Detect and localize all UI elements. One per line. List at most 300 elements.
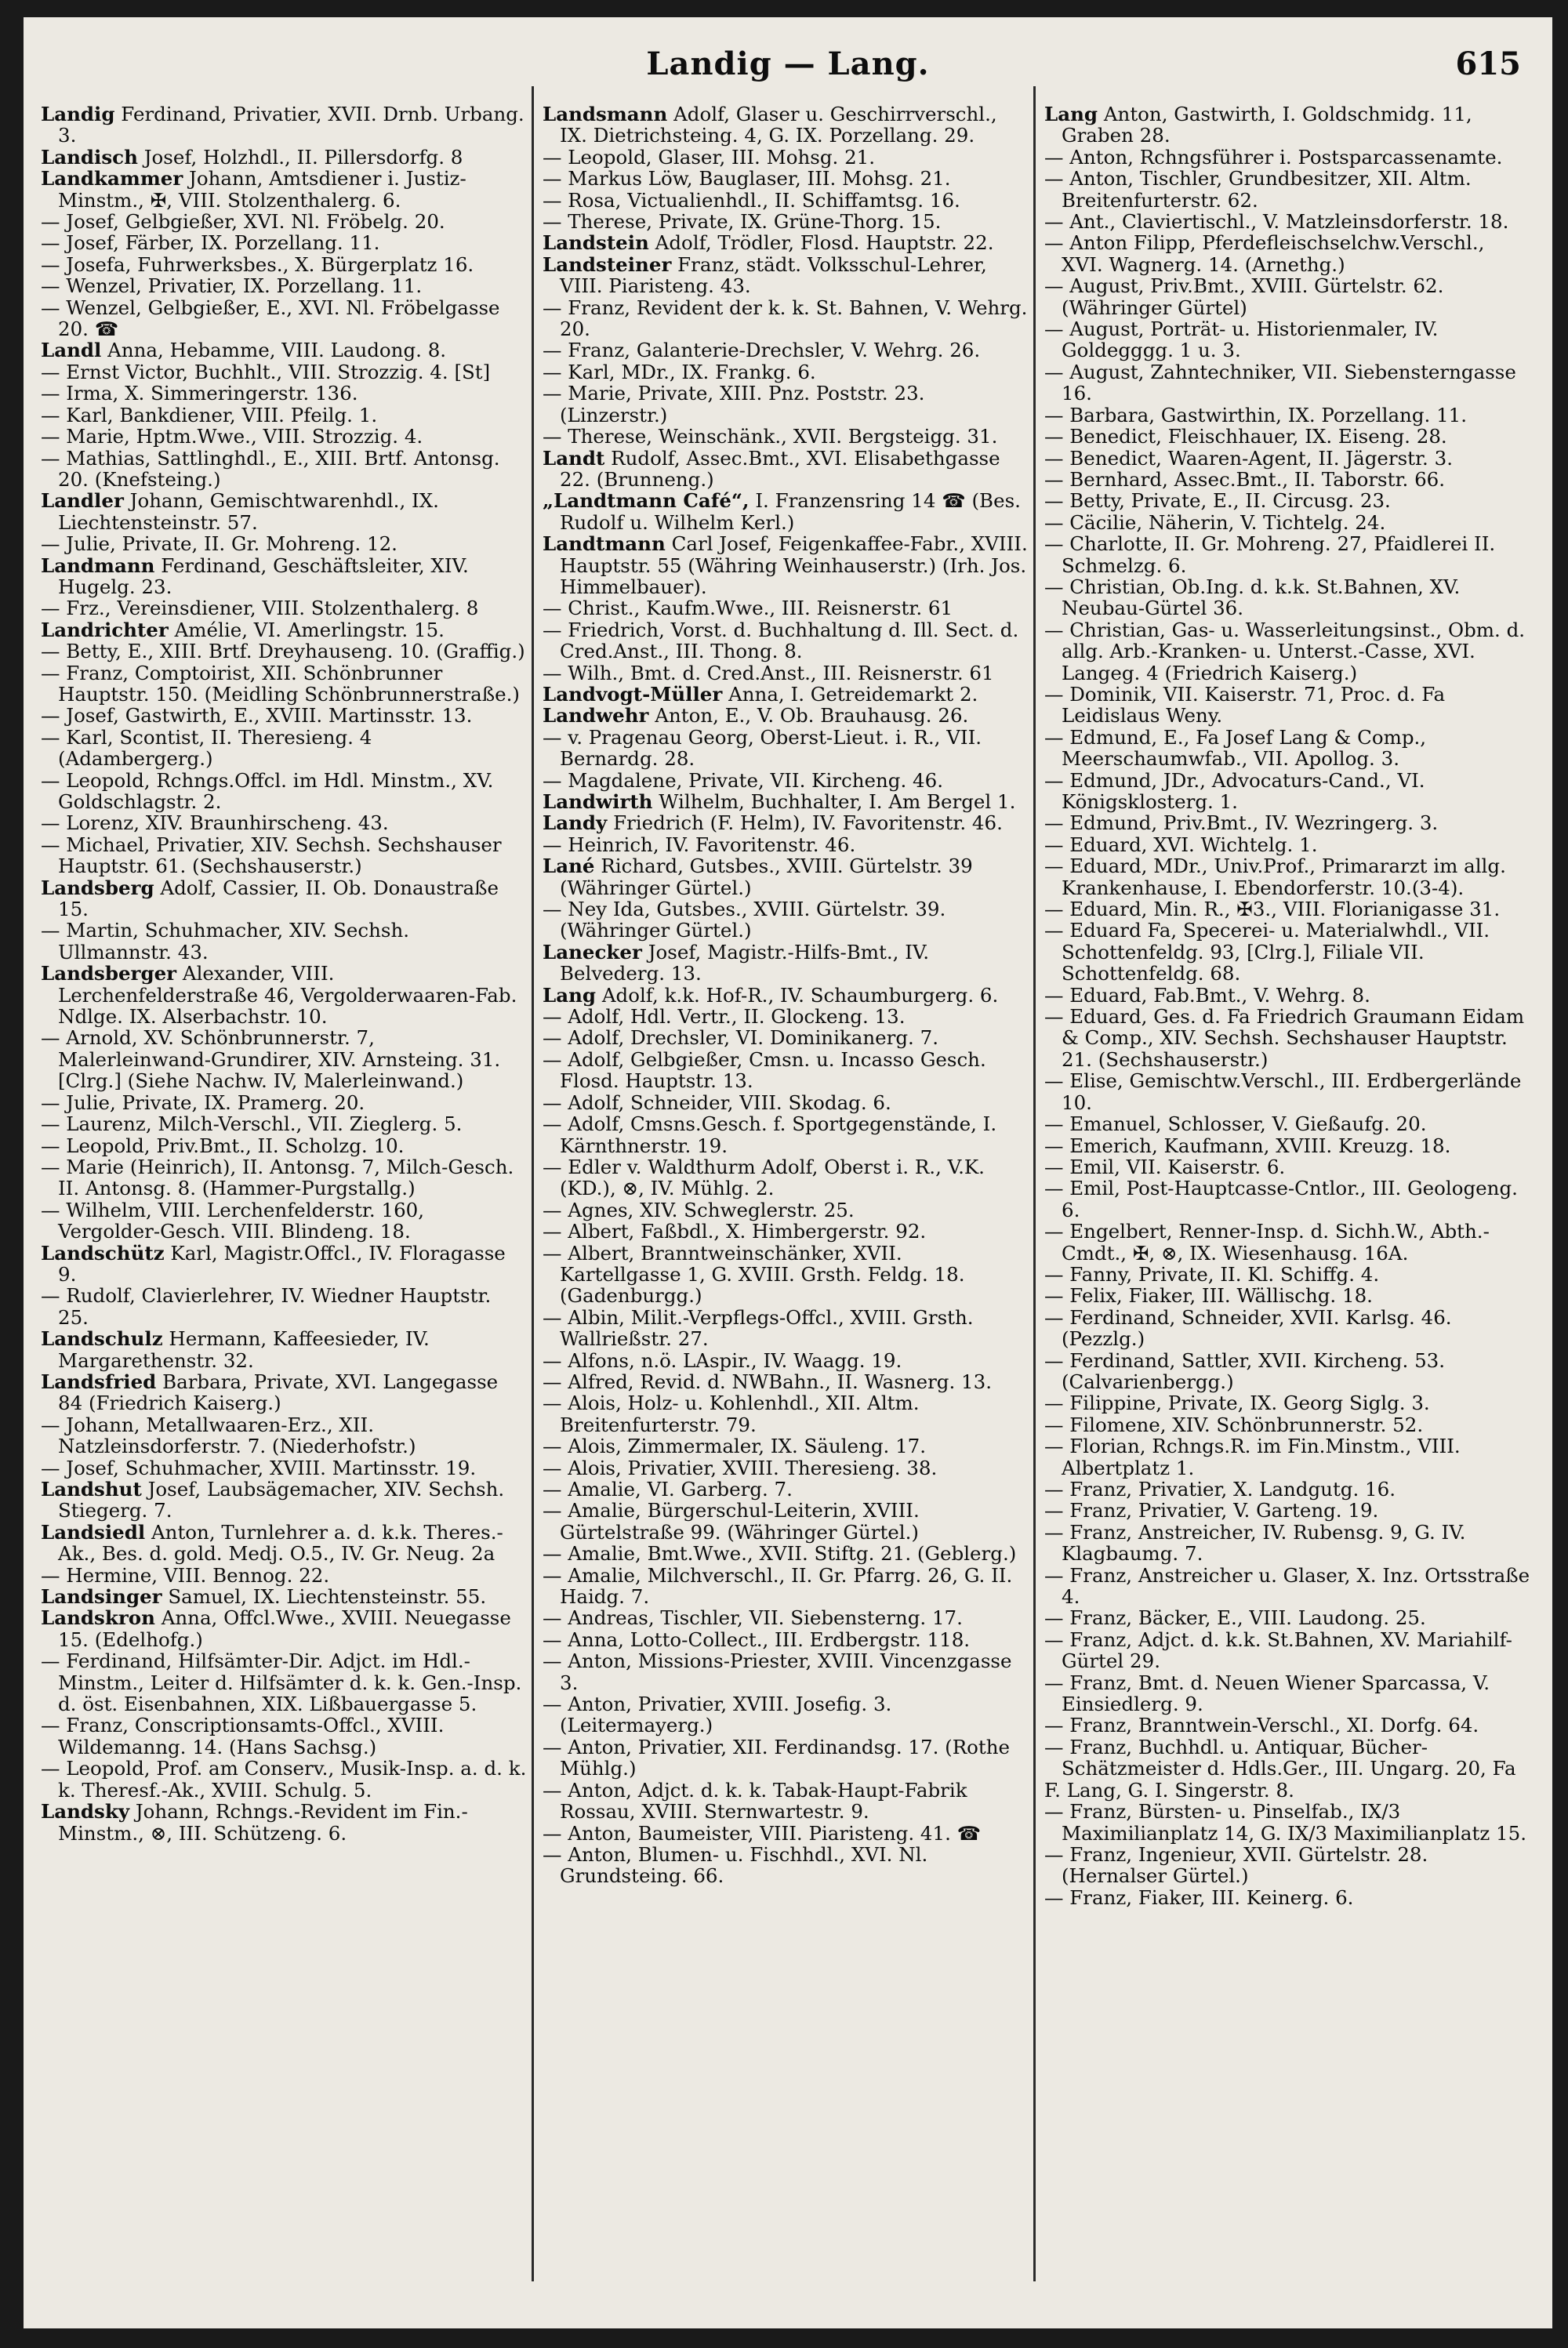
directory-entry	[41, 1414, 527, 1457]
entry-text: — Irma, X. Simmeringerstr. 136.	[41, 382, 358, 405]
entry-text: Anna, Offcl.Wwe., XVIII. Neuegasse 15. (Edelhofg.)	[58, 1606, 511, 1651]
directory-entry	[41, 1758, 527, 1801]
directory-entry	[1044, 727, 1530, 770]
entry-surname: Landig	[41, 103, 115, 125]
entry-text: Adolf, Cassier, II. Ob. Donaustraße 15.	[58, 876, 499, 921]
directory-entry	[1044, 1500, 1530, 1521]
directory-entry	[41, 1371, 527, 1414]
entry-text: Hermann, Kaffeesieder, IV. Margarethenstr. 32.	[58, 1327, 430, 1372]
directory-entry	[41, 1243, 527, 1286]
entry-text: — Ferdinand, Sattler, XVII. Kircheng. 53. (Calvarienbergg.)	[1044, 1348, 1446, 1393]
directory-entry	[1044, 1565, 1530, 1608]
entry-text: — Amalie, Milchverschl., II. Gr. Pfarrg. 26, G. II. Haidg. 7.	[543, 1563, 1013, 1609]
directory-entry	[1044, 1887, 1530, 1908]
entry-surname: Landwehr	[543, 704, 649, 728]
entry-text: — Josef, Gastwirth, E., XVIII. Martinsstr. 13.	[41, 704, 473, 728]
entry-text: Karl, Magistr.Offcl., IV. Floragasse 9.	[58, 1241, 506, 1286]
entry-surname: Landsmann	[543, 103, 668, 125]
directory-entry	[41, 1522, 527, 1565]
directory-entry	[543, 619, 1029, 662]
directory-entry	[41, 1457, 527, 1479]
entry-text: Johann, Gemischtwarenhdl., IX. Liechtensteinstr. 57.	[58, 489, 439, 534]
directory-entry	[41, 705, 527, 726]
entry-text: — Franz, Revident der k. k. St. Bahnen, V. Wehrg. 20.	[543, 296, 1028, 341]
entry-text: — Christ., Kaufm.Wwe., III. Reisnerstr. 61	[543, 597, 953, 620]
directory-entry	[41, 211, 527, 232]
directory-entry	[543, 1780, 1029, 1823]
entry-text: Samuel, IX. Liechtensteinstr. 55.	[168, 1585, 487, 1609]
directory-entry	[1044, 1156, 1530, 1178]
directory-entry	[1044, 490, 1530, 511]
entry-surname: Landt	[543, 446, 605, 470]
entry-text: Alexander, VIII. Lerchenfelderstraße 46, Vergolderwaaren-Fab. Ndlge. IX. Alserbachstr. 10.	[58, 962, 517, 1029]
directory-columns	[41, 103, 1538, 2314]
directory-entry	[1044, 812, 1530, 833]
directory-entry	[41, 877, 527, 920]
directory-entry	[41, 232, 527, 253]
entry-text: — Albin, Milit.-Verpflegs-Offcl., XVIII. Grsth. Wallrießstr. 27.	[543, 1305, 974, 1351]
entry-surname: Landsky	[41, 1800, 130, 1824]
directory-entry	[1044, 1629, 1530, 1672]
entry-text: — Arnold, XV. Schönbrunnerstr. 7, Malerleinwand-Grundirer, XIV. Arnsteing. 31. [Clrg.] (Siehe Nachw. IV, Malerleinwand.)	[41, 1026, 501, 1093]
directory-entry	[41, 361, 527, 383]
directory-entry	[543, 297, 1029, 340]
directory-entry	[543, 533, 1029, 597]
entry-surname: Landsfried	[41, 1370, 157, 1393]
directory-entry	[543, 1113, 1029, 1156]
entry-text: — Lorenz, XIV. Braunhirscheng. 43.	[41, 811, 389, 835]
directory-entry	[1044, 1307, 1530, 1350]
directory-entry	[543, 168, 1029, 189]
entry-text: — Magdalene, Private, VII. Kircheng. 46.	[543, 768, 944, 792]
entry-text: — Mathias, Sattlinghdl., E., XIII. Brtf. Antonsg. 20. (Knefsteing.)	[41, 446, 500, 491]
directory-entry	[1044, 147, 1530, 168]
entry-text: Ferdinand, Privatier, XVII. Drnb. Urbang. 3.	[58, 103, 524, 147]
directory-entry	[1044, 1522, 1530, 1565]
column-3	[1044, 103, 1530, 2314]
entry-text: — Franz, Galanterie-Drechsler, V. Wehrg. 26.	[543, 339, 981, 362]
directory-entry	[41, 1092, 527, 1113]
entry-text: — Anton, Adjct. d. k. k. Tabak-Haupt-Fabrik Rossau, XVIII. Sternwartestr. 9.	[543, 1778, 967, 1824]
entry-text: Richard, Gutsbes., XVIII. Gürtelstr. 39 (Währinger Gürtel.)	[560, 855, 973, 899]
directory-entry	[1044, 103, 1530, 147]
directory-entry	[1044, 1607, 1530, 1628]
column-2	[543, 103, 1029, 2314]
running-title: Landig — Lang.	[646, 45, 930, 82]
directory-entry	[543, 339, 1029, 361]
directory-entry	[41, 1565, 527, 1586]
directory-entry	[543, 727, 1029, 770]
entry-surname: Landwirth	[543, 790, 653, 813]
entry-surname: Lanecker	[543, 940, 642, 964]
entry-text: Adolf, k.k. Hof-R., IV. Schaumburgerg. 6.	[601, 983, 999, 1007]
directory-entry	[543, 855, 1029, 898]
directory-entry	[41, 1156, 527, 1199]
directory-entry	[1044, 985, 1530, 1006]
directory-entry	[1044, 275, 1530, 318]
entry-text: Friedrich (F. Helm), IV. Favoritenstr. 46.	[613, 811, 1003, 835]
entry-text: — Franz, Conscriptionsamts-Offcl., XVIII. Wildemanng. 14. (Hans Sachsg.)	[41, 1714, 445, 1758]
directory-entry	[41, 641, 527, 662]
entry-text: — Amalie, VI. Garberg. 7.	[543, 1478, 793, 1501]
directory-entry	[41, 1285, 527, 1328]
entry-surname: Landler	[41, 489, 124, 513]
directory-entry	[41, 1650, 527, 1715]
entry-text: Anna, I. Getreidemarkt 2.	[728, 682, 978, 706]
directory-entry	[41, 812, 527, 833]
entry-text: — Eduard, XVI. Wichtelg. 1.	[1044, 833, 1318, 856]
entry-text: — v. Pragenau Georg, Oberst-Lieut. i. R., VII. Bernardg. 28.	[543, 725, 982, 771]
directory-entry	[543, 1027, 1029, 1048]
entry-text: Barbara, Private, XVI. Langegasse 84 (Friedrich Kaiserg.)	[58, 1370, 499, 1415]
directory-entry	[1044, 770, 1530, 813]
directory-entry	[1044, 1113, 1530, 1134]
entry-text: — Franz, Bürsten- u. Pinselfab., IX/3 Maximilianplatz 14, G. IX/3 Maximilianplatz 15.	[1044, 1800, 1527, 1845]
directory-entry	[41, 147, 527, 168]
directory-entry	[1044, 1178, 1530, 1221]
entry-surname: Landshut	[41, 1478, 142, 1501]
entry-surname: Landskron	[41, 1606, 155, 1630]
directory-entry	[41, 963, 527, 1027]
directory-entry	[1044, 1435, 1530, 1479]
directory-entry	[543, 232, 1029, 253]
directory-entry	[543, 211, 1029, 232]
entry-text: — Karl, MDr., IX. Frankg. 6.	[543, 360, 816, 383]
entry-text: — Michael, Privatier, XIV. Sechsh. Sechshauser Hauptstr. 61. (Sechshauserstr.)	[41, 833, 502, 878]
entry-text: Anton, Turnlehrer a. d. k.k. Theres.-Ak., Bes. d. gold. Medj. O.5., IV. Gr. Neug. 2a	[58, 1520, 503, 1566]
entry-text: Wilhelm, Buchhalter, I. Am Bergel 1.	[659, 790, 1016, 813]
directory-entry	[543, 1243, 1029, 1307]
directory-entry	[1044, 1392, 1530, 1414]
entry-text: — Leopold, Glaser, III. Mohsg. 21.	[543, 145, 876, 169]
entry-text: — Alois, Holz- u. Kohlenhdl., XII. Altm. Breitenfurterstr. 79.	[543, 1392, 920, 1436]
directory-entry	[1044, 619, 1530, 684]
entry-text: Adolf, Glaser u. Geschirrverschl., IX. Dietrichsteing. 4, G. IX. Porzellang. 29.	[560, 103, 997, 147]
entry-text: — Betty, Private, E., II. Circusg. 23.	[1044, 489, 1391, 513]
entry-text: — Ferdinand, Hilfsämter-Dir. Adjct. im Hdl.-Minstm., Leiter d. Hilfsämter d. k. k. Gen.-Insp. d. öst. Eisenbahnen, XIX. Lißbauergasse 5.	[41, 1649, 522, 1716]
directory-entry	[1044, 232, 1530, 275]
directory-entry	[543, 361, 1029, 383]
directory-entry	[1044, 576, 1530, 619]
entry-text: — Eduard, Ges. d. Fa Friedrich Graumann Eidam & Comp., XIV. Sechsh. Sechshauser Hauptstr. 21. (Sechshauserstr.)	[1044, 1005, 1525, 1071]
entry-surname: Landstein	[543, 231, 649, 255]
directory-entry	[543, 448, 1029, 491]
directory-entry	[543, 426, 1029, 447]
entry-text: Amélie, VI. Amerlingstr. 15.	[174, 618, 445, 641]
entry-text: — Anton, Tischler, Grundbesitzer, XII. Altm. Breitenfurterstr. 62.	[1044, 167, 1472, 212]
directory-entry	[41, 619, 527, 641]
entry-text: Johann, Amtsdiener i. Justiz-Minstm., ✠, VIII. Stolzenthalerg. 6.	[58, 167, 466, 212]
entry-text: — Friedrich, Vorst. d. Buchhaltung d. Ill. Sect. d. Cred.Anst., III. Thong. 8.	[543, 618, 1019, 663]
entry-text: — Anton, Missions-Priester, XVIII. Vincenzgasse 3.	[543, 1649, 1012, 1694]
entry-text: — Franz, Bäcker, E., VIII. Laudong. 25.	[1044, 1606, 1426, 1630]
directory-entry	[41, 1027, 527, 1091]
directory-entry	[41, 920, 527, 963]
entry-text: — Rudolf, Clavierlehrer, IV. Wiedner Hauptstr. 25.	[41, 1284, 492, 1329]
entry-text: Franz, städt. Volksschul-Lehrer, VIII. Piaristeng. 43.	[560, 252, 987, 298]
directory-entry	[41, 426, 527, 447]
entry-text: — Marie (Heinrich), II. Antonsg. 7, Milch-Gesch. II. Antonsg. 8. (Hammer-Purgstallg.)	[41, 1155, 514, 1200]
directory-entry	[543, 1650, 1029, 1693]
directory-entry	[1044, 448, 1530, 469]
entry-text: Anton, E., V. Ob. Brauhausg. 26.	[655, 704, 969, 728]
directory-entry	[543, 597, 1029, 619]
entry-text: — Edmund, E., Fa Josef Lang & Comp., Meerschaumwfab., VII. Apollog. 3.	[1044, 725, 1427, 771]
directory-entry	[543, 1693, 1029, 1737]
entry-text: — Franz, Fiaker, III. Keinerg. 6.	[1044, 1885, 1354, 1909]
entry-text: — Christian, Gas- u. Wasserleitungsinst., Obm. d. allg. Arb.-Kranken- u. Unterst.-Casse, XVI. Langeg. 4 (Friedrich Kaiserg.)	[1044, 618, 1526, 684]
entry-text: — Therese, Weinschänk., XVII. Bergsteigg. 31.	[543, 425, 998, 448]
directory-entry	[1044, 1006, 1530, 1070]
directory-entry	[41, 1586, 527, 1607]
directory-entry	[41, 297, 527, 340]
entry-surname: Landtmann	[543, 532, 666, 556]
directory-entry	[1044, 1350, 1530, 1393]
directory-entry	[41, 727, 527, 770]
entry-text: — Florian, Rchngs.R. im Fin.Minstm., VIII. Albertplatz 1.	[1044, 1435, 1461, 1479]
directory-entry	[41, 1135, 527, 1156]
directory-entry	[41, 254, 527, 275]
entry-surname: Landy	[543, 811, 608, 835]
directory-entry	[543, 662, 1029, 684]
directory-entry	[543, 791, 1029, 812]
entry-text: — Franz, Privatier, X. Landgutg. 16.	[1044, 1478, 1396, 1501]
directory-entry	[1044, 1479, 1530, 1500]
directory-entry	[41, 103, 527, 147]
directory-entry	[543, 1500, 1029, 1543]
entry-text: — Franz, Bmt. d. Neuen Wiener Sparcassa, V. Einsiedlerg. 9.	[1044, 1671, 1490, 1716]
entry-text: Rudolf, Assec.Bmt., XVI. Elisabethgasse 22. (Brunneng.)	[560, 446, 1000, 491]
directory-entry	[41, 168, 527, 211]
directory-entry	[1044, 405, 1530, 426]
entry-text: Johann, Rchngs.-Revident im Fin.-Minstm., ⊗, III. Schützeng. 6.	[58, 1800, 468, 1845]
directory-entry	[1044, 469, 1530, 490]
directory-entry	[543, 985, 1029, 1006]
entry-text: — Heinrich, IV. Favoritenstr. 46.	[543, 833, 856, 856]
entry-text: — Wilhelm, VIII. Lerchenfelderstr. 160, Vergolder-Gesch. VIII. Blindeng. 18.	[41, 1198, 425, 1243]
directory-entry	[543, 254, 1029, 297]
directory-entry	[41, 1199, 527, 1243]
entry-text: — Emil, VII. Kaiserstr. 6.	[1044, 1155, 1286, 1178]
entry-text: Josef, Holzhdl., II. Pillersdorfg. 8	[143, 145, 463, 169]
entry-text: — Eduard, Fab.Bmt., V. Wehrg. 8.	[1044, 983, 1370, 1007]
directory-entry	[543, 1565, 1029, 1608]
directory-entry	[543, 834, 1029, 855]
directory-entry	[1044, 1135, 1530, 1156]
entry-text: — Amalie, Bmt.Wwe., XVII. Stiftg. 21. (Geblerg.)	[543, 1542, 1017, 1566]
directory-entry	[543, 1629, 1029, 1650]
directory-entry	[1044, 1264, 1530, 1285]
entry-surname: Landsiedl	[41, 1520, 146, 1544]
entry-text: Anton, Gastwirth, I. Goldschmidg. 11, Graben 28.	[1062, 103, 1472, 147]
entry-text: — August, Zahntechniker, VII. Siebensterngasse 16.	[1044, 360, 1516, 405]
entry-text: — Dominik, VII. Kaiserstr. 71, Proc. d. Fa Leidislaus Weny.	[1044, 682, 1446, 728]
entry-text: — Elise, Gemischtw.Verschl., III. Erdbergerlände 10.	[1044, 1069, 1522, 1114]
entry-text: — Alois, Zimmermaler, IX. Säuleng. 17.	[543, 1435, 927, 1458]
entry-text: — Markus Löw, Bauglaser, III. Mohsg. 21.	[543, 167, 951, 191]
directory-entry	[543, 490, 1029, 533]
directory-entry	[543, 812, 1029, 833]
entry-text: Josef, Magistr.-Hilfs-Bmt., IV. Belvederg. 13.	[560, 940, 930, 985]
entry-text: — Karl, Scontist, II. Theresieng. 4 (Adambergerg.)	[41, 725, 372, 771]
directory-entry	[1044, 1414, 1530, 1435]
entry-surname: Lané	[543, 855, 595, 878]
entry-text: — Laurenz, Milch-Verschl., VII. Zieglerg. 5.	[41, 1112, 463, 1136]
entry-text: — August, Priv.Bmt., XVIII. Gürtelstr. 62. (Währinger Gürtel)	[1044, 274, 1444, 319]
entry-text: — Ferdinand, Schneider, XVII. Karlsg. 46. (Pezzlg.)	[1044, 1305, 1452, 1351]
entry-text: — Adolf, Gelbgießer, Cmsn. u. Incasso Gesch. Flosd. Hauptstr. 13.	[543, 1047, 986, 1093]
entry-surname: Landschütz	[41, 1241, 165, 1265]
directory-entry	[41, 1607, 527, 1650]
directory-entry	[543, 684, 1029, 705]
directory-entry	[543, 1156, 1029, 1199]
entry-text: — Edler v. Waldthurm Adolf, Oberst i. R., V.K. (KD.), ⊗, IV. Mühlg. 2.	[543, 1155, 985, 1200]
entry-text: — Franz, Branntwein-Verschl., XI. Dorfg. 64.	[1044, 1714, 1479, 1737]
directory-entry	[1044, 426, 1530, 447]
entry-text: — Cäcilie, Näherin, V. Tichtelg. 24.	[1044, 510, 1386, 534]
directory-entry	[543, 1049, 1029, 1092]
entry-surname: Landkammer	[41, 167, 183, 191]
entry-text: — Franz, Adjct. d. k.k. St.Bahnen, XV. Mariahilf-Gürtel 29.	[1044, 1628, 1512, 1673]
directory-entry	[543, 705, 1029, 726]
entry-text: — Wilh., Bmt. d. Cred.Anst., III. Reisnerstr. 61	[543, 661, 994, 684]
entry-text: — Hermine, VIII. Bennog. 22.	[41, 1563, 330, 1587]
directory-entry	[543, 1479, 1029, 1500]
directory-entry	[543, 147, 1029, 168]
entry-text: — Engelbert, Renner-Insp. d. Sichh.W., Abth.-Cmdt., ✠, ⊗, IX. Wiesenhausg. 16A.	[1044, 1220, 1490, 1265]
directory-entry	[1044, 1070, 1530, 1113]
directory-entry	[543, 1006, 1029, 1027]
entry-text: — Leopold, Rchngs.Offcl. im Hdl. Minstm., XV. Goldschlagstr. 2.	[41, 768, 494, 813]
entry-text: — Franz, Comptoirist, XII. Schönbrunner Hauptstr. 150. (Meidling Schönbrunnerstraße.)	[41, 661, 520, 706]
entry-text: — Wenzel, Gelbgießer, E., XVI. Nl. Fröbelgasse 20. ☎	[41, 296, 500, 341]
entry-text: — Alfons, n.ö. LAspir., IV. Waagg. 19.	[543, 1348, 902, 1372]
entry-text: — Barbara, Gastwirthin, IX. Porzellang. 11.	[1044, 403, 1468, 426]
directory-entry	[543, 770, 1029, 791]
directory-entry	[41, 1801, 527, 1844]
directory-entry	[1044, 211, 1530, 232]
entry-text: Josef, Laubsägemacher, XIV. Sechsh. Stiegerg. 7.	[58, 1478, 505, 1522]
entry-text: — Anton, Privatier, XVIII. Josefig. 3. (Leitermayerg.)	[543, 1693, 892, 1737]
entry-surname: „Landtmann Café“,	[543, 489, 750, 513]
directory-entry	[543, 1435, 1029, 1457]
directory-entry	[543, 103, 1029, 147]
entry-text: — Franz, Anstreicher u. Glaser, X. Inz. Ortsstraße 4.	[1044, 1563, 1530, 1609]
entry-surname: Lang	[1044, 103, 1098, 125]
entry-text: I. Franzensring 14 ☎ (Bes. Rudolf u. Wilhelm Kerl.)	[560, 489, 1021, 534]
directory-entry	[543, 383, 1029, 426]
entry-surname: Landisch	[41, 145, 138, 169]
directory-entry	[41, 490, 527, 533]
entry-surname: Landsberg	[41, 876, 154, 899]
entry-text: Carl Josef, Feigenkaffee-Fabr., XVIII. Hauptstr. 55 (Währing Weinhauserstr.) (Irh. Jos. Himmelbauer).	[560, 532, 1028, 598]
entry-text: — Edmund, JDr., Advocaturs-Cand., VI. Königsklosterg. 1.	[1044, 768, 1425, 813]
entry-text: — Wenzel, Privatier, IX. Porzellang. 11.	[41, 274, 423, 298]
entry-text: Anna, Hebamme, VIII. Laudong. 8.	[107, 339, 447, 362]
directory-entry	[41, 405, 527, 426]
entry-text: — Ant., Claviertischl., V. Matzleinsdorferstr. 18.	[1044, 210, 1509, 234]
directory-entry	[41, 1715, 527, 1758]
entry-text: — Martin, Schuhmacher, XIV. Sechsh. Ullmannstr. 43.	[41, 919, 410, 964]
entry-text: — Josef, Schuhmacher, XVIII. Martinsstr. 19.	[41, 1456, 477, 1479]
directory-entry	[1044, 168, 1530, 211]
entry-text: — Adolf, Schneider, VIII. Skodag. 6.	[543, 1091, 891, 1114]
entry-text: — Eduard Fa, Specerei- u. Materialwhdl., VII. Schottenfeldg. 93, [Clrg.], Filiale VII. Schottenfeldg. 68.	[1044, 919, 1490, 985]
entry-text: — Franz, Ingenieur, XVII. Gürtelstr. 28. (Hernalser Gürtel.)	[1044, 1842, 1428, 1888]
directory-entry	[41, 597, 527, 619]
entry-text: — Julie, Private, IX. Pramerg. 20.	[41, 1091, 365, 1114]
entry-text: — Amalie, Bürgerschul-Leiterin, XVIII. Gürtelstraße 99. (Währinger Gürtel.)	[543, 1499, 920, 1544]
directory-entry	[543, 1307, 1029, 1350]
entry-text: — Albert, Branntweinschänker, XVII. Kartellgasse 1, G. XVIII. Grsth. Feldg. 18. (Gadenburgg.)	[543, 1241, 965, 1308]
entry-text: — Eduard, MDr., Univ.Prof., Primararzt im allg. Krankenhause, I. Ebendorferstr. 10.(3-4).	[1044, 855, 1506, 899]
directory-entry	[1044, 318, 1530, 361]
directory-entry	[543, 942, 1029, 985]
entry-text: — Franz, Anstreicher, IV. Rubensg. 9, G. IV. Klagbaumg. 7.	[1044, 1520, 1466, 1566]
directory-entry	[41, 1113, 527, 1134]
page-number: 615	[1455, 45, 1521, 82]
directory-entry	[543, 1737, 1029, 1780]
entry-text: — Leopold, Prof. am Conserv., Musik-Insp. a. d. k. k. Theresf.-Ak., XVIII. Schulg. 5.	[41, 1757, 527, 1802]
directory-entry	[41, 339, 527, 361]
directory-entry	[1044, 834, 1530, 855]
entry-surname: Landrichter	[41, 618, 169, 641]
entry-text: — Karl, Bankdiener, VIII. Pfeilg. 1.	[41, 403, 378, 426]
entry-text: — Leopold, Priv.Bmt., II. Scholzg. 10.	[41, 1134, 405, 1157]
entry-surname: Landsinger	[41, 1585, 162, 1609]
entry-text: — Ernst Victor, Buchhlt., VIII. Strozzig. 4. [St]	[41, 360, 491, 383]
entry-text: — Franz, Buchhdl. u. Antiquar, Bücher-Schätzmeister d. Hdls.Ger., III. Ungarg. 20, Fa	[1044, 1735, 1516, 1780]
directory-entry	[543, 1543, 1029, 1564]
directory-entry	[543, 1350, 1029, 1371]
entry-text: — Betty, E., XIII. Brtf. Dreyhauseng. 10. (Graffig.)	[41, 640, 525, 663]
entry-text: — Benedict, Fleischhauer, IX. Eiseng. 28.	[1044, 425, 1447, 448]
entry-text: Ferdinand, Geschäftsleiter, XIV. Hugelg. 23.	[58, 553, 469, 598]
directory-entry	[543, 1199, 1029, 1221]
entry-text: — Frz., Vereinsdiener, VIII. Stolzenthalerg. 8	[41, 597, 479, 620]
directory-entry	[1044, 1780, 1530, 1801]
entry-text: — Charlotte, II. Gr. Mohreng. 27, Pfaidlerei II. Schmelzg. 6.	[1044, 532, 1496, 577]
entry-text: — Emanuel, Schlosser, V. Gießaufg. 20.	[1044, 1112, 1427, 1136]
entry-text: — August, Porträt- u. Historienmaler, IV. Goldegggg. 1 u. 3.	[1044, 318, 1439, 362]
directory-entry	[41, 448, 527, 491]
directory-entry	[1044, 1715, 1530, 1736]
entry-text: — Andreas, Tischler, VII. Siebensterng. 17.	[543, 1606, 963, 1630]
entry-text: — Anna, Lotto-Collect., III. Erdbergstr. 118.	[543, 1628, 971, 1651]
directory-entry	[41, 834, 527, 877]
entry-text: — Albert, Faßbdl., X. Himbergerstr. 92.	[543, 1220, 927, 1243]
page-header	[24, 30, 1552, 100]
directory-entry	[543, 1221, 1029, 1242]
entry-surname: Landmann	[41, 553, 155, 577]
directory-entry	[1044, 898, 1530, 920]
directory-entry	[1044, 684, 1530, 727]
entry-text: — Marie, Hptm.Wwe., VIII. Strozzig. 4.	[41, 425, 423, 448]
entry-text: — Alois, Privatier, XVIII. Theresieng. 38.	[543, 1456, 938, 1479]
entry-text: — Eduard, Min. R., ✠3., VIII. Florianigasse 31.	[1044, 898, 1501, 921]
directory-entry	[1044, 533, 1530, 576]
directory-entry	[1044, 855, 1530, 898]
entry-text: — Anton, Rchngsführer i. Postsparcassenamte.	[1044, 145, 1503, 169]
directory-entry	[41, 383, 527, 404]
directory-entry	[543, 898, 1029, 942]
entry-text: — Bernhard, Assec.Bmt., II. Taborstr. 66.	[1044, 467, 1446, 491]
entry-text: — Filomene, XIV. Schönbrunnerstr. 52.	[1044, 1413, 1424, 1436]
entry-text: — Agnes, XIV. Schweglerstr. 25.	[543, 1198, 855, 1221]
directory-entry	[1044, 1285, 1530, 1306]
entry-text: — Emil, Post-Hauptcasse-Cntlor., III. Geologeng. 6.	[1044, 1177, 1518, 1221]
entry-surname: Lang	[543, 983, 597, 1007]
